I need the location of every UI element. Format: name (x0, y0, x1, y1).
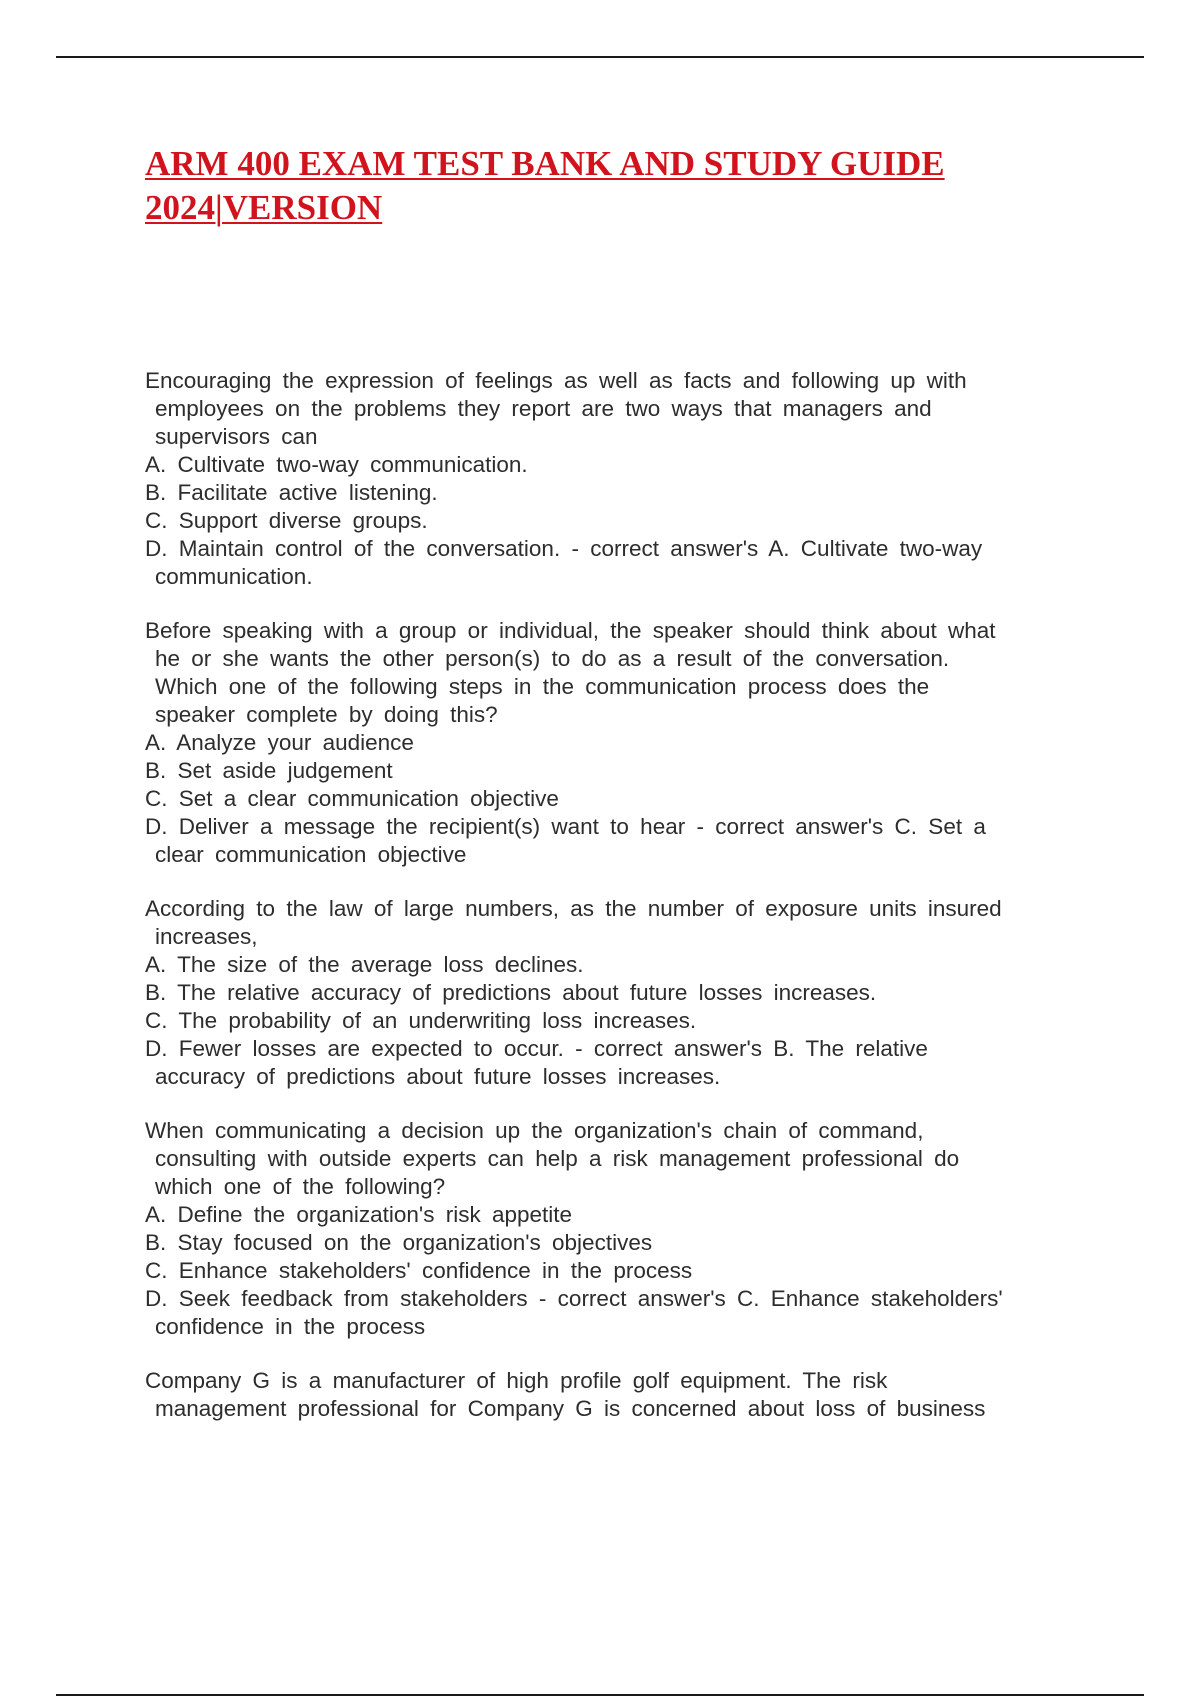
question-block (145, 895, 1145, 1091)
answer-option: A. Cultivate two-way communication. (145, 452, 528, 477)
title-line: 2024|VERSION (145, 188, 383, 227)
question-stem-line: which one of the following? (155, 1174, 446, 1199)
answer-option: A. The size of the average loss declines. (145, 952, 584, 977)
question-stem-line: speaker complete by doing this? (155, 702, 498, 727)
answer-option: B. Stay focused on the organization's objectives (145, 1230, 653, 1255)
document-title (145, 142, 1045, 230)
question-stem-line: When communicating a decision up the organization's chain of command, (145, 1118, 924, 1143)
answer-option: D. Fewer losses are expected to occur. - correct answer's B. The relative (145, 1036, 928, 1061)
question-stem-line: consulting with outside experts can help a risk management professional do (155, 1146, 960, 1171)
question-list (145, 367, 1145, 1449)
answer-option: C. Enhance stakeholders' confidence in the process (145, 1258, 693, 1283)
answer-option: D. Maintain control of the conversation. - correct answer's A. Cultivate two-way (145, 536, 983, 561)
answer-option: C. Support diverse groups. (145, 508, 428, 533)
question-stem-line: supervisors can (155, 424, 318, 449)
question-stem-line: Company G is a manufacturer of high profile golf equipment. The risk (145, 1368, 888, 1393)
answer-option: B. The relative accuracy of predictions about future losses increases. (145, 980, 877, 1005)
answer-option: D. Deliver a message the recipient(s) want to hear - correct answer's C. Set a (145, 814, 986, 839)
question-block (145, 617, 1145, 869)
question-block (145, 1117, 1145, 1341)
question-stem-line: Which one of the following steps in the communication process does the (155, 674, 930, 699)
correct-answer-line: accuracy of predictions about future losses increases. (155, 1064, 721, 1089)
correct-answer-line: confidence in the process (155, 1314, 426, 1339)
question-stem-line: he or she wants the other person(s) to do as a result of the conversation. (155, 646, 950, 671)
answer-option: B. Facilitate active listening. (145, 480, 438, 505)
question-stem-line: According to the law of large numbers, as the number of exposure units insured (145, 896, 1002, 921)
question-stem-line: employees on the problems they report are two ways that managers and (155, 396, 932, 421)
answer-option: C. Set a clear communication objective (145, 786, 559, 811)
answer-option: B. Set aside judgement (145, 758, 393, 783)
answer-option: D. Seek feedback from stakeholders - correct answer's C. Enhance stakeholders' (145, 1286, 1003, 1311)
question-block (145, 367, 1145, 591)
question-block (145, 1367, 1145, 1423)
question-stem-line: Encouraging the expression of feelings as well as facts and following up with (145, 368, 967, 393)
answer-option: A. Define the organization's risk appetite (145, 1202, 573, 1227)
title-line: ARM 400 EXAM TEST BANK AND STUDY GUIDE (145, 144, 945, 183)
correct-answer-line: communication. (155, 564, 313, 589)
answer-option: C. The probability of an underwriting loss increases. (145, 1008, 697, 1033)
answer-option: A. Analyze your audience (145, 730, 414, 755)
correct-answer-line: clear communication objective (155, 842, 467, 867)
question-stem-line: management professional for Company G is concerned about loss of business (155, 1396, 986, 1421)
top-rule (56, 56, 1144, 58)
question-stem-line: Before speaking with a group or individual, the speaker should think about what (145, 618, 996, 643)
question-stem-line: increases, (155, 924, 258, 949)
bottom-rule (56, 1694, 1144, 1696)
